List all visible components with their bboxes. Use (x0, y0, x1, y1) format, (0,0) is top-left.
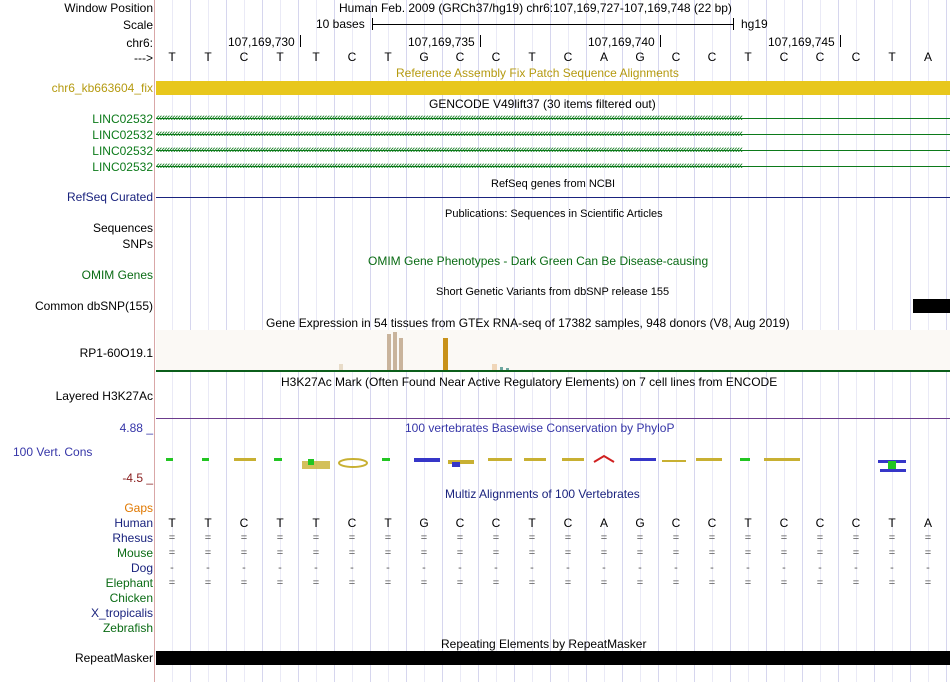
alignment-base: = (384, 547, 392, 559)
reference-base: T (744, 50, 752, 64)
reference-base: G (419, 50, 429, 64)
alignment-base: = (204, 577, 212, 589)
alignment-base: = (348, 532, 356, 544)
alignment-base: - (170, 562, 174, 574)
alignment-base: = (420, 532, 428, 544)
coord-735: 107,169,735 (408, 35, 475, 49)
gtex-bar (443, 338, 448, 370)
reference-base: C (707, 50, 717, 64)
alignment-base: = (636, 532, 644, 544)
alignment-base: = (276, 577, 284, 589)
coord-tick (660, 35, 661, 47)
alignment-base: - (818, 562, 822, 574)
phylop-logo[interactable] (156, 450, 950, 476)
gtex-gene-label[interactable]: RP1-60O19.1 (79, 346, 153, 360)
strand-arrows-icon: ‹‹‹‹‹‹‹‹‹‹‹‹‹‹‹‹‹‹‹‹‹‹‹‹‹‹‹‹‹‹‹‹‹‹‹‹‹‹‹‹‹‹‹‹‹‹‹‹‹‹‹‹‹‹‹‹‹‹‹‹‹‹‹‹‹‹‹‹‹‹‹‹‹‹‹‹‹‹‹‹‹‹‹‹‹‹‹‹‹‹‹‹‹‹‹‹‹‹‹‹‹‹‹‹‹‹‹‹‹‹‹‹‹‹‹‹‹‹‹‹‹‹‹‹‹‹‹‹‹‹‹‹‹‹‹‹‹‹‹‹‹‹‹‹‹‹‹‹‹‹‹‹‹‹‹‹‹‹‹‹‹‹‹‹‹‹‹‹‹‹‹‹‹‹‹‹‹‹‹‹‹‹‹‹‹‹‹‹‹‹‹‹‹‹‹‹‹‹‹‹‹‹‹‹‹‹‹‹‹‹‹‹‹‹‹‹‹‹‹‹ (156, 144, 742, 156)
alignment-base: - (782, 562, 786, 574)
alignment-base: = (276, 532, 284, 544)
fix-patch-bar[interactable] (156, 81, 950, 95)
alignment-base: C (455, 516, 465, 530)
multiz-species-label[interactable]: X_tropicalis (90, 606, 153, 620)
alignment-base: = (348, 577, 356, 589)
alignment-base: - (530, 562, 534, 574)
coord-745: 107,169,745 (768, 35, 835, 49)
alignment-base: A (599, 516, 608, 530)
coord-tick (840, 35, 841, 47)
alignment-base: - (350, 562, 354, 574)
gencode-item-label[interactable]: LINC02532 (92, 128, 153, 142)
alignment-base: = (708, 577, 716, 589)
alignment-base: = (312, 547, 320, 559)
alignment-base: - (746, 562, 750, 574)
alignment-base: - (494, 562, 498, 574)
phylop-max: 4.88 _ (119, 421, 153, 435)
publications-track-title: Publications: Sequences in Scientific Articles (445, 208, 663, 220)
alignment-base: = (600, 532, 608, 544)
refseq-track-title: RefSeq genes from NCBI (491, 178, 616, 190)
alignment-base: = (600, 547, 608, 559)
fix-patch-track-title: Reference Assembly Fix Patch Sequence Alignments (396, 66, 679, 80)
gtex-bar (500, 367, 503, 370)
alignment-base: = (672, 547, 680, 559)
reference-base: C (491, 50, 501, 64)
gtex-baseline (156, 370, 950, 372)
chrom-label: chr6: (126, 36, 153, 50)
omim-track-title: OMIM Gene Phenotypes - Dark Green Can Be Disease-causing (368, 254, 709, 268)
coord-730: 107,169,730 (228, 35, 295, 49)
alignment-base: = (744, 532, 752, 544)
reference-base: C (239, 50, 249, 64)
alignment-base: - (458, 562, 462, 574)
alignment-base: = (456, 532, 464, 544)
reference-base: C (455, 50, 465, 64)
multiz-track-title: Multiz Alignments of 100 Vertebrates (445, 487, 640, 501)
reference-base: C (779, 50, 789, 64)
alignment-base: - (890, 562, 894, 574)
alignment-base: = (852, 577, 860, 589)
strand-arrows-icon: ‹‹‹‹‹‹‹‹‹‹‹‹‹‹‹‹‹‹‹‹‹‹‹‹‹‹‹‹‹‹‹‹‹‹‹‹‹‹‹‹‹‹‹‹‹‹‹‹‹‹‹‹‹‹‹‹‹‹‹‹‹‹‹‹‹‹‹‹‹‹‹‹‹‹‹‹‹‹‹‹‹‹‹‹‹‹‹‹‹‹‹‹‹‹‹‹‹‹‹‹‹‹‹‹‹‹‹‹‹‹‹‹‹‹‹‹‹‹‹‹‹‹‹‹‹‹‹‹‹‹‹‹‹‹‹‹‹‹‹‹‹‹‹‹‹‹‹‹‹‹‹‹‹‹‹‹‹‹‹‹‹‹‹‹‹‹‹‹‹‹‹‹‹‹‹‹‹‹‹‹‹‹‹‹‹‹‹‹‹‹‹‹‹‹‹‹‹‹‹‹‹‹‹‹‹‹‹‹‹‹‹‹‹‹‹‹‹‹‹‹ (156, 128, 742, 140)
alignment-base: T (888, 516, 896, 530)
dbsnp-label[interactable]: Common dbSNP(155) (34, 299, 153, 313)
multiz-species-label[interactable]: Mouse (116, 546, 153, 560)
alignment-base: = (816, 532, 824, 544)
scale-bar (372, 24, 733, 25)
reference-base: T (888, 50, 896, 64)
alignment-base: = (852, 532, 860, 544)
alignment-base: = (780, 532, 788, 544)
multiz-species-label[interactable]: Elephant (105, 576, 153, 590)
alignment-base: = (564, 547, 572, 559)
alignment-base: = (240, 547, 248, 559)
reference-base: A (923, 50, 932, 64)
alignment-base: = (456, 577, 464, 589)
alignment-base: = (492, 547, 500, 559)
alignment-base: = (708, 532, 716, 544)
alignment-base: = (312, 577, 320, 589)
gtex-bar (506, 368, 509, 370)
multiz-gaps-label[interactable]: Gaps (124, 501, 153, 515)
alignment-base: - (242, 562, 246, 574)
phylop-label[interactable]: 100 Vert. Cons (13, 445, 93, 459)
alignment-base: = (888, 547, 896, 559)
alignment-base: C (563, 516, 573, 530)
gencode-track-title: GENCODE V49lift37 (30 items filtered out) (429, 97, 656, 111)
alignment-base: C (779, 516, 789, 530)
alignment-base: T (168, 516, 176, 530)
alignment-base: = (852, 547, 860, 559)
alignment-base: = (420, 577, 428, 589)
alignment-base: = (888, 577, 896, 589)
alignment-base: T (276, 516, 284, 530)
scale-label: Scale (122, 18, 153, 32)
alignment-base: - (710, 562, 714, 574)
multiz-species-label[interactable]: Chicken (109, 591, 153, 605)
alignment-base: = (636, 547, 644, 559)
phylop-track-title: 100 vertebrates Basewise Conservation by PhyloP (405, 421, 675, 435)
alignment-base: = (744, 547, 752, 559)
h3k27ac-label[interactable]: Layered H3K27Ac (55, 389, 153, 403)
alignment-base: = (816, 547, 824, 559)
alignment-base: - (854, 562, 858, 574)
reference-base: T (168, 50, 176, 64)
alignment-base: = (168, 577, 176, 589)
alignment-base: = (168, 547, 176, 559)
alignment-base: = (168, 532, 176, 544)
reference-base: G (635, 50, 645, 64)
alignment-base: = (384, 532, 392, 544)
alignment-base: C (707, 516, 717, 530)
alignment-base: = (528, 547, 536, 559)
reference-base: C (671, 50, 681, 64)
gtex-bar (339, 364, 343, 370)
reference-base: C (347, 50, 357, 64)
repeatmasker-track-title: Repeating Elements by RepeatMasker (441, 637, 647, 651)
gtex-bar (492, 364, 497, 370)
phylop-min: -4.5 _ (122, 471, 153, 485)
alignment-base: = (564, 577, 572, 589)
alignment-base: = (492, 577, 500, 589)
alignment-base: = (240, 577, 248, 589)
alignment-base: - (386, 562, 390, 574)
reference-base: C (563, 50, 573, 64)
coord-tick (300, 35, 301, 47)
alignment-base: G (635, 516, 645, 530)
alignment-base: C (347, 516, 357, 530)
alignment-base: = (924, 532, 932, 544)
refseq-line[interactable] (156, 197, 950, 198)
reference-base: A (599, 50, 608, 64)
gencode-item-label[interactable]: LINC02532 (92, 160, 153, 174)
alignment-base: T (744, 516, 752, 530)
alignment-base: C (671, 516, 681, 530)
reference-base: C (851, 50, 861, 64)
gencode-item-label[interactable]: LINC02532 (92, 144, 153, 158)
multiz-species-label[interactable]: Zebrafish (102, 621, 153, 635)
alignment-base: C (239, 516, 249, 530)
strand-arrows-icon: ‹‹‹‹‹‹‹‹‹‹‹‹‹‹‹‹‹‹‹‹‹‹‹‹‹‹‹‹‹‹‹‹‹‹‹‹‹‹‹‹‹‹‹‹‹‹‹‹‹‹‹‹‹‹‹‹‹‹‹‹‹‹‹‹‹‹‹‹‹‹‹‹‹‹‹‹‹‹‹‹‹‹‹‹‹‹‹‹‹‹‹‹‹‹‹‹‹‹‹‹‹‹‹‹‹‹‹‹‹‹‹‹‹‹‹‹‹‹‹‹‹‹‹‹‹‹‹‹‹‹‹‹‹‹‹‹‹‹‹‹‹‹‹‹‹‹‹‹‹‹‹‹‹‹‹‹‹‹‹‹‹‹‹‹‹‹‹‹‹‹‹‹‹‹‹‹‹‹‹‹‹‹‹‹‹‹‹‹‹‹‹‹‹‹‹‹‹‹‹‹‹‹‹‹‹‹‹‹‹‹‹‹‹‹‹‹‹‹‹‹ (156, 112, 742, 124)
alignment-base: = (708, 547, 716, 559)
multiz-species-label[interactable]: Dog (130, 561, 153, 575)
alignment-base: = (744, 577, 752, 589)
alignment-base: - (206, 562, 210, 574)
refseq-label[interactable]: RefSeq Curated (66, 190, 153, 204)
window-position-label: Window Position (64, 1, 153, 15)
publications-snps-label[interactable]: SNPs (122, 237, 153, 251)
multiz-species-label[interactable]: Rhesus (112, 531, 153, 545)
alignment-base: - (638, 562, 642, 574)
alignment-base: - (674, 562, 678, 574)
alignment-base: - (422, 562, 426, 574)
alignment-base: = (924, 547, 932, 559)
gtex-bar (387, 334, 391, 370)
alignment-base: = (420, 547, 428, 559)
alignment-base: = (384, 577, 392, 589)
gtex-expression-chart[interactable] (156, 330, 950, 374)
alignment-base: = (492, 532, 500, 544)
alignment-base: = (888, 532, 896, 544)
gtex-bar (393, 332, 397, 370)
coord-tick (480, 35, 481, 47)
coord-740: 107,169,740 (588, 35, 655, 49)
alignment-base: = (528, 577, 536, 589)
alignment-base: = (672, 532, 680, 544)
alignment-base: = (924, 577, 932, 589)
alignment-base: C (815, 516, 825, 530)
alignment-base: T (204, 516, 212, 530)
alignment-base: - (602, 562, 606, 574)
gencode-item-label[interactable]: LINC02532 (92, 112, 153, 126)
strand-arrows-icon: ‹‹‹‹‹‹‹‹‹‹‹‹‹‹‹‹‹‹‹‹‹‹‹‹‹‹‹‹‹‹‹‹‹‹‹‹‹‹‹‹‹‹‹‹‹‹‹‹‹‹‹‹‹‹‹‹‹‹‹‹‹‹‹‹‹‹‹‹‹‹‹‹‹‹‹‹‹‹‹‹‹‹‹‹‹‹‹‹‹‹‹‹‹‹‹‹‹‹‹‹‹‹‹‹‹‹‹‹‹‹‹‹‹‹‹‹‹‹‹‹‹‹‹‹‹‹‹‹‹‹‹‹‹‹‹‹‹‹‹‹‹‹‹‹‹‹‹‹‹‹‹‹‹‹‹‹‹‹‹‹‹‹‹‹‹‹‹‹‹‹‹‹‹‹‹‹‹‹‹‹‹‹‹‹‹‹‹‹‹‹‹‹‹‹‹‹‹‹‹‹‹‹‹‹‹‹‹‹‹‹‹‹‹‹‹‹‹‹‹‹ (156, 160, 742, 172)
alignment-base: = (348, 547, 356, 559)
repeatmasker-label[interactable]: RepeatMasker (74, 651, 153, 665)
alignment-base: = (276, 547, 284, 559)
dbsnp-variant-block[interactable] (913, 299, 950, 313)
alignment-base: = (636, 577, 644, 589)
alignment-base: - (566, 562, 570, 574)
alignment-base: T (384, 516, 392, 530)
alignment-base: A (923, 516, 932, 530)
h3k27ac-track-title: H3K27Ac Mark (Often Found Near Active Regulatory Elements) on 7 cell lines from ENCODE (281, 375, 778, 389)
alignment-base: = (672, 577, 680, 589)
reference-base: T (312, 50, 320, 64)
h3k27ac-baseline (156, 418, 950, 419)
alignment-base: - (278, 562, 282, 574)
alignment-base: C (491, 516, 501, 530)
alignment-base: = (816, 577, 824, 589)
alignment-base: = (456, 547, 464, 559)
alignment-base: = (204, 532, 212, 544)
reference-base: T (276, 50, 284, 64)
fix-patch-label[interactable]: chr6_kb663604_fix (51, 81, 153, 95)
alignment-base: = (204, 547, 212, 559)
omim-label[interactable]: OMIM Genes (81, 268, 153, 282)
label-gutter-divider (154, 0, 155, 682)
reference-base: T (204, 50, 212, 64)
reference-base: T (384, 50, 392, 64)
alignment-base: T (312, 516, 320, 530)
alignment-base: C (851, 516, 861, 530)
scale-bar-right-tick (733, 18, 734, 30)
gtex-track-title: Gene Expression in 54 tissues from GTEx RNA-seq of 17382 samples, 948 donors (V8, Aug 2019) (266, 316, 790, 330)
alignment-base: = (600, 577, 608, 589)
alignment-base: T (528, 516, 536, 530)
alignment-base: = (240, 532, 248, 544)
dbsnp-track-title: Short Genetic Variants from dbSNP release 155 (436, 286, 670, 298)
alignment-base: = (528, 532, 536, 544)
strand-arrow-label: ---> (134, 51, 153, 65)
repeatmasker-bar[interactable] (156, 651, 950, 665)
alignment-base: = (780, 577, 788, 589)
alignment-base: - (314, 562, 318, 574)
alignment-base: = (564, 532, 572, 544)
multiz-species-label[interactable]: Human (114, 516, 153, 530)
reference-base: T (528, 50, 536, 64)
window-position-value: Human Feb. 2009 (GRCh37/hg19) chr6:107,169,727-107,169,748 (22 bp) (339, 1, 732, 15)
scale-assembly: hg19 (741, 17, 768, 31)
gtex-bar (399, 338, 403, 370)
reference-base: C (815, 50, 825, 64)
alignment-base: = (780, 547, 788, 559)
alignment-base: G (419, 516, 429, 530)
publications-sequences-label[interactable]: Sequences (92, 221, 153, 235)
alignment-base: = (312, 532, 320, 544)
scale-text: 10 bases (316, 17, 365, 31)
alignment-base: - (926, 562, 930, 574)
